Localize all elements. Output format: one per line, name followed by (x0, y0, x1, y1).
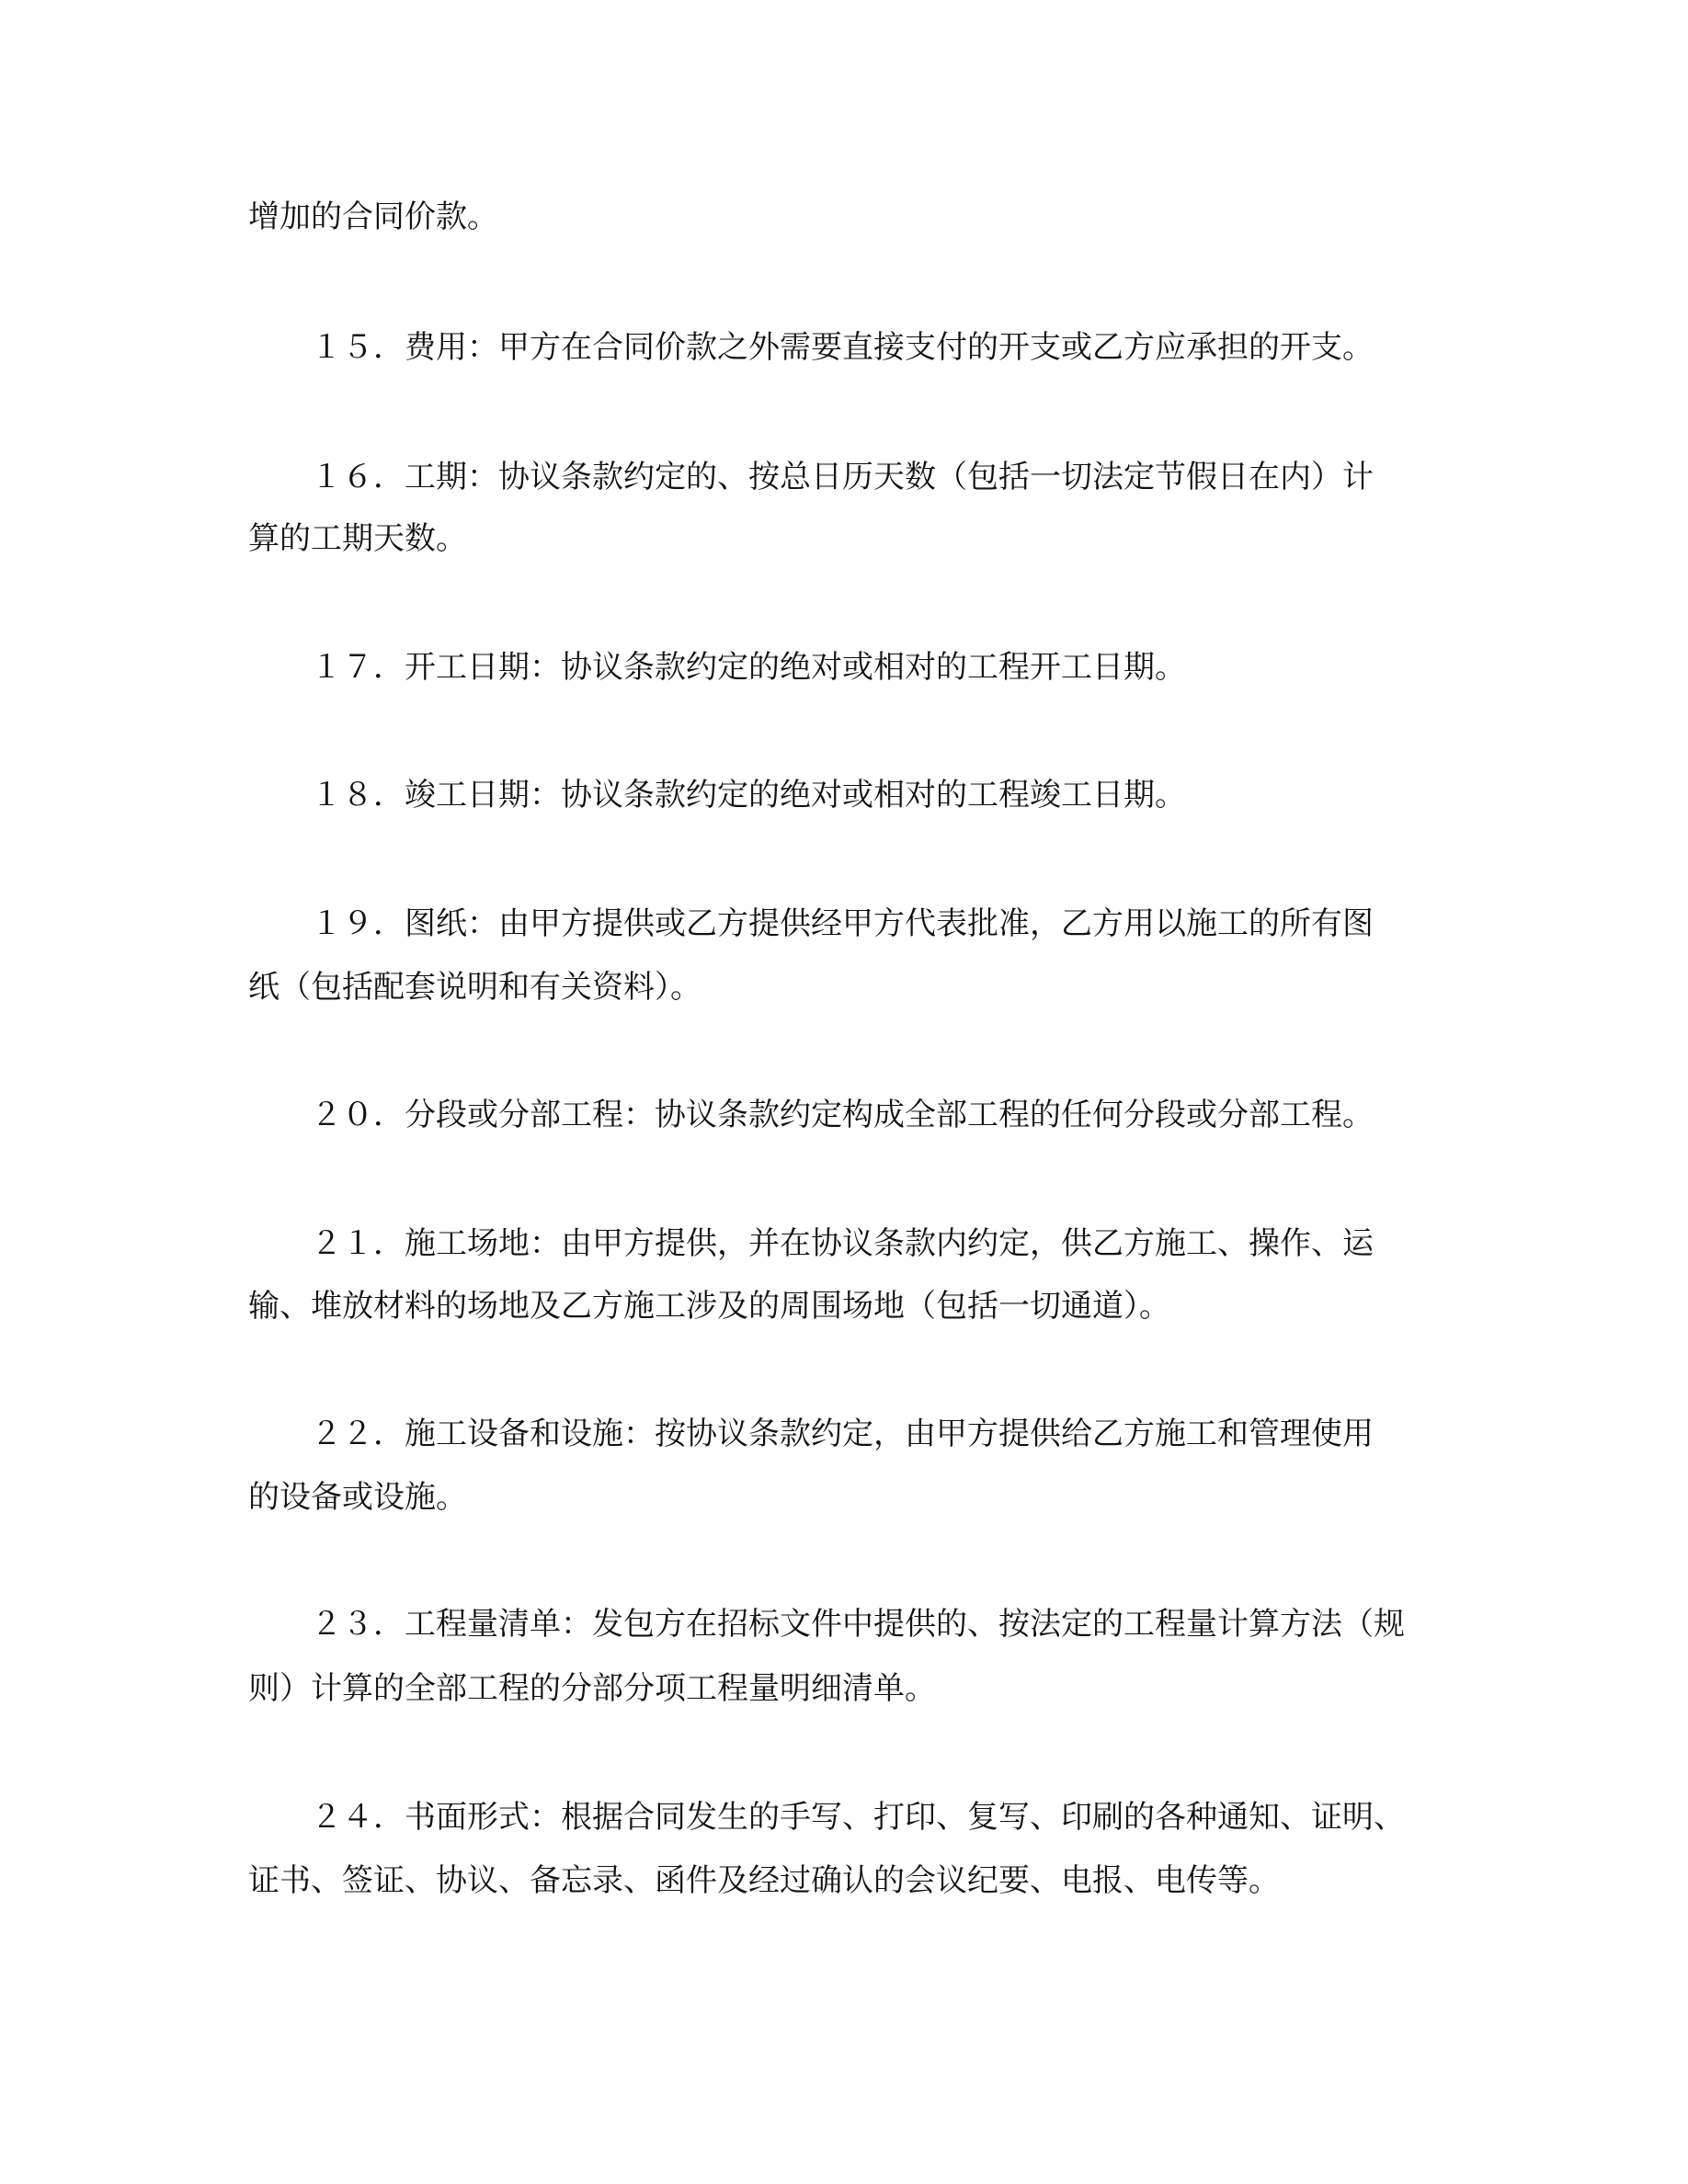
clause-17-line: １７．开工日期：协议条款约定的绝对或相对的工程开工日期。 (311, 649, 1186, 686)
text-line: 则）计算的全部工程的分部分项工程量明细清单。 (248, 1670, 936, 1707)
clause-19-line: １９．图纸：由甲方提供或乙方提供经甲方代表批准，乙方用以施工的所有图 (311, 905, 1374, 942)
text-line: 纸（包括配套说明和有关资料）。 (248, 969, 701, 1006)
clause-23-line: ２３．工程量清单：发包方在招标文件中提供的、按法定的工程量计算方法（规 (311, 1606, 1405, 1643)
clause-21-line: ２１．施工场地：由甲方提供，并在协议条款内约定，供乙方施工、操作、运 (311, 1225, 1374, 1262)
clause-18-line: １８．竣工日期：协议条款约定的绝对或相对的工程竣工日期。 (311, 777, 1186, 813)
clause-16-line: １６．工期：协议条款约定的、按总日历天数（包括一切法定节假日在内）计 (311, 459, 1374, 495)
text-line: 算的工期天数。 (248, 520, 467, 557)
text-line: 增加的合同价款。 (248, 199, 498, 235)
clause-22-line: ２２．施工设备和设施：按协议条款约定，由甲方提供给乙方施工和管理使用 (311, 1416, 1374, 1452)
text-line: 的设备或设施。 (248, 1479, 467, 1516)
clause-20-line: ２０．分段或分部工程：协议条款约定构成全部工程的任何分段或分部工程。 (311, 1097, 1374, 1133)
clause-24-line: ２４．书面形式：根据合同发生的手写、打印、复写、印刷的各种通知、证明、 (311, 1799, 1405, 1836)
clause-15-line: １５．费用：甲方在合同价款之外需要直接支付的开支或乙方应承担的开支。 (311, 329, 1374, 366)
text-line: 输、堆放材料的场地及乙方施工涉及的周围场地（包括一切通道）。 (248, 1288, 1170, 1325)
text-line: 证书、签证、协议、备忘录、函件及经过确认的会议纪要、电报、电传等。 (248, 1862, 1280, 1899)
